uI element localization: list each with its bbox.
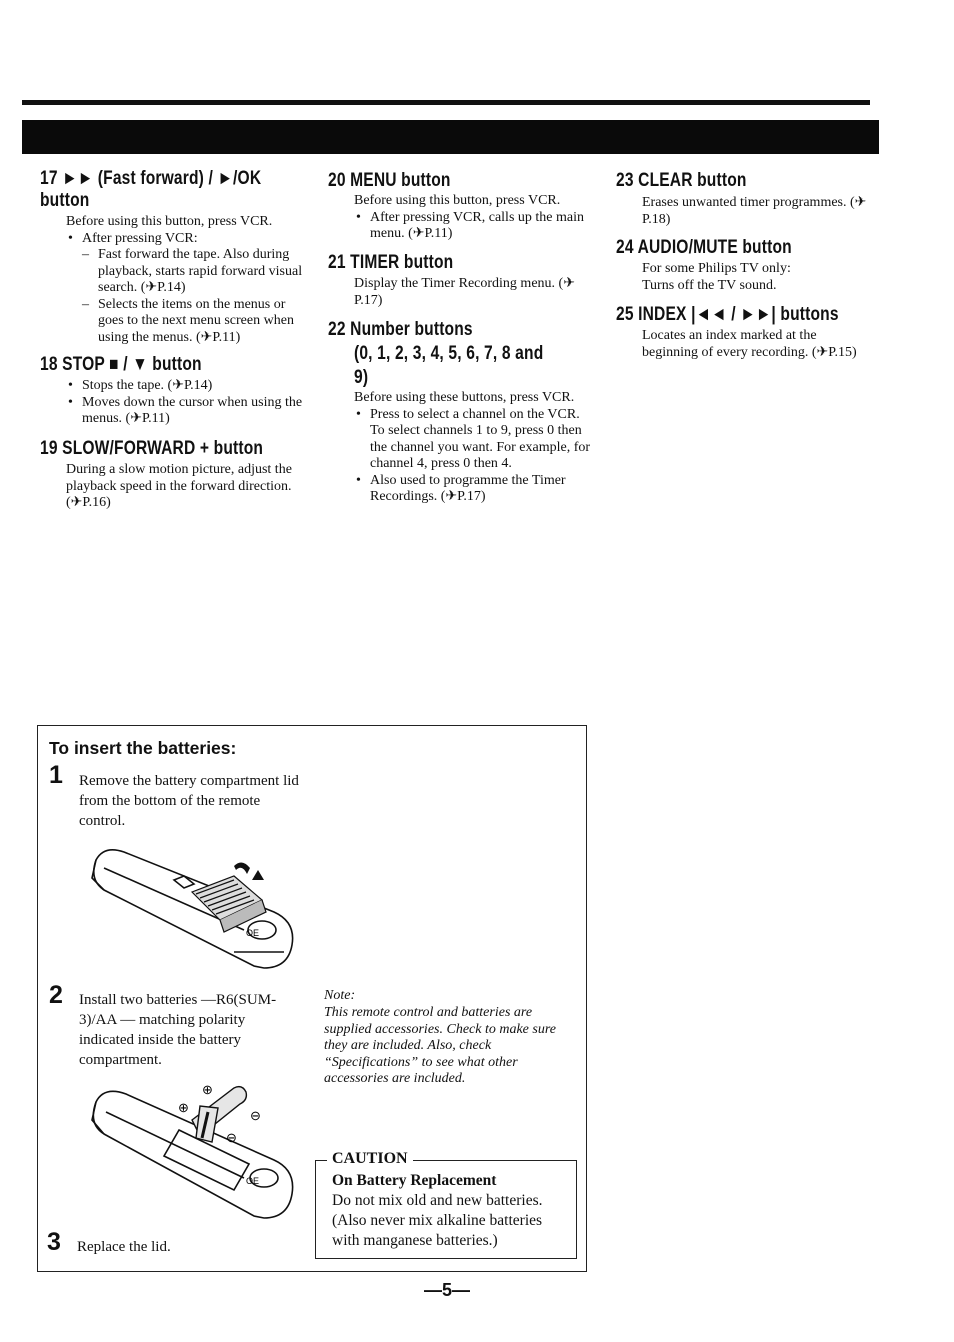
step-1-number: 1 xyxy=(49,761,63,789)
section-24-title: 24 AUDIO/MUTE button xyxy=(616,237,792,258)
section-19-body xyxy=(66,462,306,512)
note-text: This remote control and batteries are supplied accessories. Check to make sure they are included. Also, check “Specifications” to see what other accessories are included. xyxy=(324,1005,556,1086)
section-22-body xyxy=(354,390,594,506)
section-20-body xyxy=(354,193,594,243)
section-20-intro: Before using this button, press VCR. xyxy=(354,193,561,208)
plus-symbol-2: ⊕ xyxy=(178,1100,189,1115)
section-20-title: 20 MENU button xyxy=(328,170,451,191)
section-22-intro: Before using these buttons, press VCR. xyxy=(354,390,575,405)
header-band xyxy=(22,120,879,154)
caution-text: Do not mix old and new batteries. (Also never mix alkaline batteries with manganese batteries.) xyxy=(332,1192,543,1249)
section-17-title: 17 ►► (Fast forward) / ►/OK button xyxy=(40,168,262,211)
step-2-number: 2 xyxy=(49,981,63,1009)
svg-text:OE: OE xyxy=(246,1176,260,1186)
section-23-body xyxy=(642,195,867,228)
minus-symbol-2: ⊖ xyxy=(226,1130,237,1145)
section-17 xyxy=(40,168,290,212)
section-24-body xyxy=(642,261,867,294)
section-25-text: Locates an index marked at the beginning of every recording. (✈P.15) xyxy=(642,328,857,360)
section-21-body xyxy=(354,276,594,309)
section-18-title: 18 STOP ■ / ▼ button xyxy=(40,354,202,375)
section-23-text: Erases unwanted timer programmes. (✈P.18) xyxy=(642,195,867,227)
section-24-line-2: Turns off the TV sound. xyxy=(642,277,777,293)
section-22-title-line-3: 9) xyxy=(354,367,369,388)
section-17-dash-2: – Selects the items on the menus or goes to the next menu screen when using the menus. (✈P.11) xyxy=(82,297,306,347)
step-3-number: 3 xyxy=(47,1228,61,1256)
section-23-title: 23 CLEAR button xyxy=(616,170,747,191)
section-17-dash-1: – Fast forward the tape. Also during playback, starts rapid forward visual search. (✈P.14) xyxy=(82,247,306,297)
plus-symbol-1: ⊕ xyxy=(202,1082,213,1097)
svg-text:OE: OE xyxy=(246,928,260,938)
note-label: Note: xyxy=(324,988,356,1003)
section-17-bullet: • After pressing VCR: xyxy=(66,231,306,248)
section-17-intro: Before using this button, press VCR. xyxy=(66,214,273,229)
section-18-body xyxy=(66,378,306,428)
remote-batteries-illustration xyxy=(84,1080,299,1222)
section-17-body xyxy=(66,214,306,346)
step-3-text: Replace the lid. xyxy=(77,1239,171,1255)
section-21-text: Display the Timer Recording menu. (✈P.17) xyxy=(354,276,575,308)
section-18-bullet-1: • Stops the tape. (✈P.14) xyxy=(66,378,306,395)
section-25-body xyxy=(642,328,872,361)
section-21-title: 21 TIMER button xyxy=(328,252,454,273)
section-22-bullet-1: • Press to select a channel on the VCR. To select channels 1 to 9, press 0 then the channel you want. For example, for channel 4, press 0 then 4. xyxy=(354,407,594,473)
top-rule xyxy=(22,100,870,105)
caution-body xyxy=(332,1171,572,1251)
batteries-title: To insert the batteries: xyxy=(49,738,237,758)
section-25-title: 25 INDEX |◄◄ / ►►| buttons xyxy=(616,304,839,325)
section-22-bullet-2: • Also used to programme the Timer Recordings. (✈P.17) xyxy=(354,473,594,506)
section-22-title xyxy=(328,318,585,390)
caution-label: CAUTION xyxy=(327,1150,413,1168)
section-22-title-line-2: (0, 1, 2, 3, 4, 5, 6, 7, 8 and xyxy=(354,343,544,364)
section-22-title-line-1: 22 Number buttons xyxy=(328,319,473,340)
section-19-text: During a slow motion picture, adjust the playback speed in the forward direction. (✈P.16) xyxy=(66,462,292,510)
section-24-line-1: For some Philips TV only: xyxy=(642,261,791,276)
section-19-title: 19 SLOW/FORWARD + button xyxy=(40,438,264,459)
section-18-bullet-2: • Moves down the cursor when using the menus. (✈P.11) xyxy=(66,395,306,428)
remote-lid-illustration xyxy=(84,840,299,975)
page-number: —5— xyxy=(424,1280,471,1300)
section-20-bullet: • After pressing VCR, calls up the main menu. (✈P.11) xyxy=(354,210,594,243)
step-2-text: Install two batteries —R6(SUM-3)/AA — matching polarity indicated inside the battery compartment. xyxy=(79,992,277,1068)
minus-symbol-1: ⊖ xyxy=(250,1108,261,1123)
caution-subtitle: On Battery Replacement xyxy=(332,1172,497,1189)
step-1-text: Remove the battery compartment lid from the bottom of the remote control. xyxy=(79,773,299,829)
